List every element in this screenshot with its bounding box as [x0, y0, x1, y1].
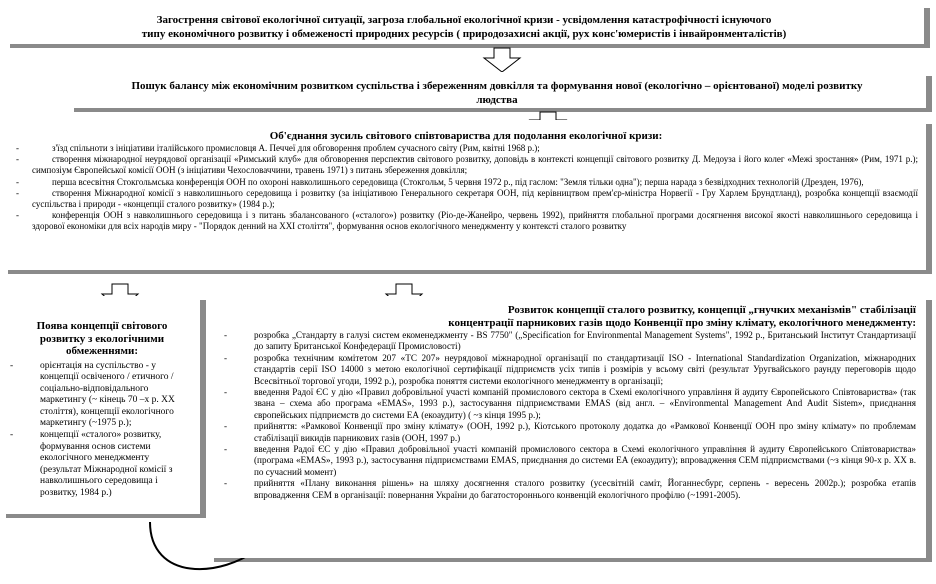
box4-item: - орієнтація на суспільство - у концепції освіченого / етичного / соціально-відповідального маркетингу (~ кінець 70 –х р. XX століття), концепції екологічного маркетингу (~1975 р.);: [10, 360, 175, 429]
box5-item: - прийняття «Плану виконання рішень» на шляху досягнення сталого розвитку (усесвітній саміт, Йоганнесбург, серпень - вересень 2002р.); розробка етапів впровадження СЕМ в організації: повернання України до багатостороннього конвенцій екологічного профілю (~1991-2005).: [224, 478, 916, 500]
box-ecological-crisis: [4, 4, 924, 44]
box-world-concept-limits: [0, 296, 200, 514]
box5-item: - введення Радої ЄС у дію «Правил добровільної участі компаній промислового сектора в Схемі екологічного управління й аудиту Європейського Співтовариства» (так звана – схема або програма «EMAS», 1993 р.), застосування підприємствами EMAS (від англ. – «Environmental Management And Audit Sistem», приєднання європейських підприємств до системи ЕА (екоаудиту) ( ~з кінця 1995 р.);: [224, 387, 916, 420]
box5-item: - прийняття: «Рамкової Конвенції про зміну клімату» (ООН, 1992 р.), Кіотського протоколу додатка до «Рамкової Конвенції ООН про зміну клімату» по проблемам стабілізації викидів парникових газів (ООН, 1997 р.): [224, 421, 916, 443]
box2-line1: Пошук балансу між економічним розвитком суспільства і збереженням довкілля та формування нової (екологічно – орієнтованої) моделі розвитку: [131, 80, 863, 92]
box1-line2: типу економічного розвитку і обмеженості природних ресурсів ( природозахисні акції, рух конс'юмеристів і інвайронменталістів): [141, 28, 787, 40]
box3-item: - конференція ООН з навколишнього середовища і з питань збалансованого («сталого») розвитку (Ріо-де-Жанейро, червень 1992), прийняття глобальної програми досягнення високої якості навколишнього середовища і здорової економіки для всіх народів миру - "Порядок денний на XXI століття", формування основ екологічного менеджменту у контексті сталого розвитку: [16, 210, 918, 232]
box5-item: - введення Радої ЄС у дію «Правил добровільної участі компаній промислового сектора в Схемі екологічного управління й аудиту Європейського Співтовариства» (програма «EMAS», 1993 р.), застосування підприємствами EMAS, приєднання до системи ЕА (екоаудиту); впровадження СЕМ підприємствами (~з кінця 90-х р. XX в. по сучасний момент): [224, 444, 916, 477]
box3-item: - створення Міжнародної комісії з навколишнього середовища і розвитку (за ініціативою Генерального секретаря ООН, під керівництвом прем'єр-міністра Норвегії - Гру Харлем Брундтланд), розробка концепції взаємодії суспільства і природи - «концепції сталого розвитку» (1984 р.);: [16, 187, 918, 210]
box5-item: - розробка „Стандарту в галузі систем екоменеджменту - BS 7750" („Specification for Environmental Management Systems", 1992 р., Британський Інститут Стандартизації до запиту Британської Конфедерації Промисловості): [224, 330, 916, 352]
box5-item: - розробка технічним комітетом 207 «TC 207» неурядової міжнародної організації по стандартизації ISO - International Standardization Organization, міжнародних стандартів серії ISO 14000 з метою екологічної сертифікації підприємств усіх типів і розмірів у всьому світі (результат Уругвайського раунду переговорів щодо Всесвітньої торгової угоди, 1992 р.), розробка поняття системи екологічного менеджменту в організації;: [224, 352, 916, 386]
box3-item: - перша всесвітня Стокгольмська конференція ООН по охороні навколишнього середовища (Стокгольм, 5 червня 1972 р., під гаслом: "Земля тільки одна"); перша нарада з безвідходних технологій (Дрезден, 1976),: [16, 176, 864, 187]
box3-item: - створення міжнародної неурядової організації «Римський клуб» для обговорення перспектив світового розвитку, доповідь в контексті концепції світового розвитку Д. Медоуза і його колег «Межі зростання» (Рим, 1971 р.); симпозіум Європейської комісії ООН (з ініціативи Чехословаччини, травень 1971) з питань збереження довкілля;: [16, 154, 918, 176]
box5-list: [222, 330, 916, 501]
box3-list: [14, 143, 918, 233]
box-world-community: [2, 120, 926, 270]
box4-item: - концепції «сталого» розвитку, формування основ системи екологічного менеджменту (результат Міжнародної комісії з навколишнього середовища і розвитку, 1984 р.): [10, 430, 173, 499]
box3-item: - з'їзд спільноти з ініціативи італійського промисловця А. Печчеї для обговорення проблем сучасного світу (Рим, квітні 1968 р.);: [16, 143, 540, 153]
down-arrow-1: [484, 48, 520, 72]
box-sustainable-development: [208, 296, 926, 558]
box5-title-1: Розвиток концепції сталого розвитку, концепції „гнучких механізмів" стабілізації: [507, 304, 916, 316]
box5-title-2: концентрації парникових газів щодо Конвенції про зміну клімату, екологічного менеджменту:: [448, 316, 916, 329]
box4-title: Поява концепції світового розвитку з екологічними обмеженнями:: [36, 320, 168, 357]
box2-line2: людства: [476, 94, 518, 106]
box-balance-search: [68, 72, 926, 108]
box4-list: [10, 360, 190, 500]
box1-line1: Загострення світової екологічної ситуації, загроза глобальної екологічної кризи - усвідомлення катастрофічності існуючого: [156, 14, 772, 26]
box3-title: Об'єднання зусиль світового співтовариства для подолання екологічної кризи:: [269, 130, 663, 142]
